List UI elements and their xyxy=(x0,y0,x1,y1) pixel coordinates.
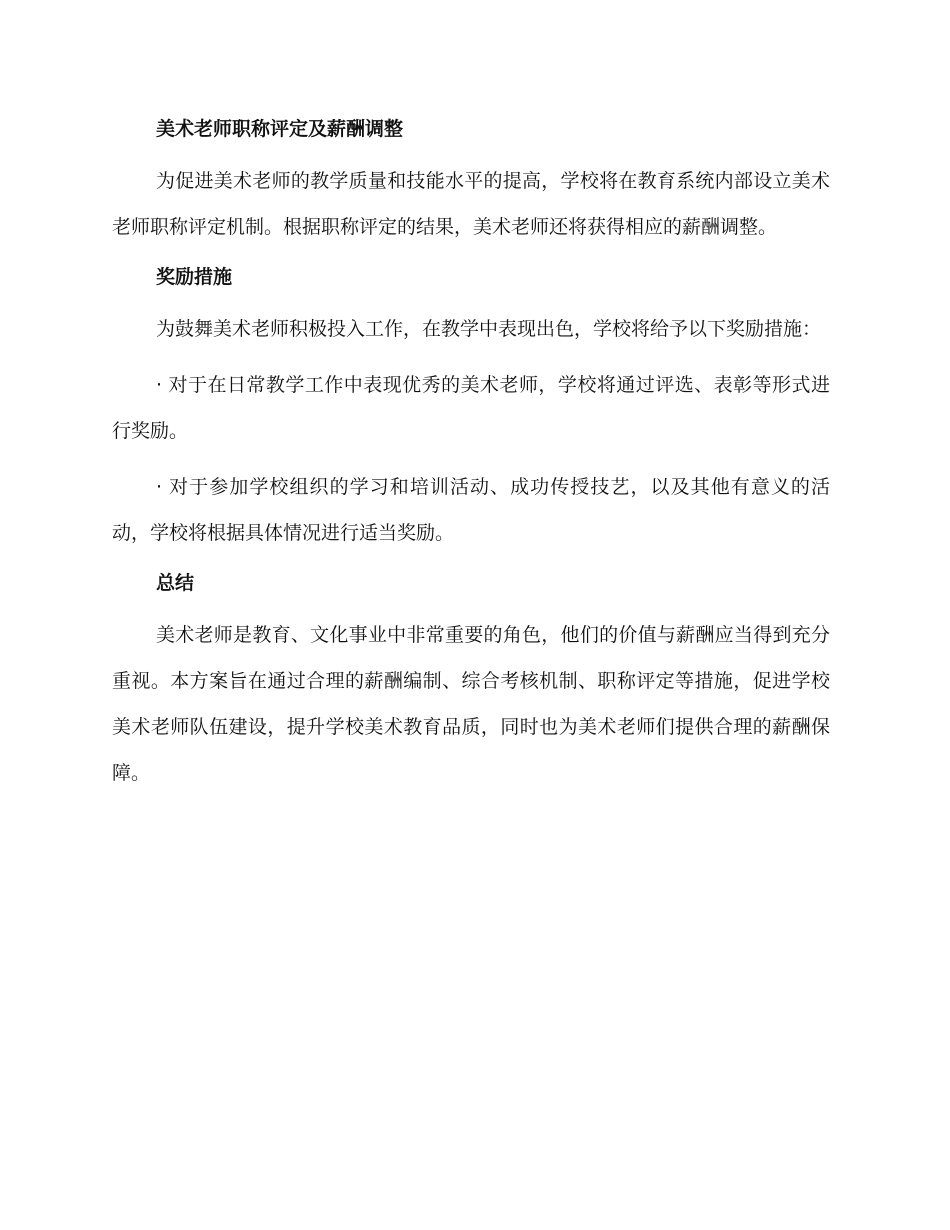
paragraph-evaluation: 为促进美术老师的教学质量和技能水平的提高，学校将在教育系统内部设立美术老师职称评定机制。根据职称评定的结果，美术老师还将获得相应的薪酬调整。 xyxy=(112,170,830,238)
bullet-item-training-activities: · 对于参加学校组织的学习和培训活动、成功传授技艺，以及其他有意义的活动，学校将根据具体情况进行适当奖励。 xyxy=(112,476,830,544)
section-heading-title-evaluation: 美术老师职称评定及薪酬调整 xyxy=(156,118,404,140)
bullet-item-daily-teaching: · 对于在日常教学工作中表现优秀的美术老师，学校将通过评选、表彰等形式进行奖励。 xyxy=(112,374,830,442)
section-heading-rewards: 奖励措施 xyxy=(156,266,233,288)
section-heading-summary: 总结 xyxy=(156,572,195,594)
document-page xyxy=(112,112,830,796)
paragraph-rewards-intro: 为鼓舞美术老师积极投入工作，在教学中表现出色，学校将给予以下奖励措施： xyxy=(156,318,822,340)
paragraph-summary: 美术老师是教育、文化事业中非常重要的角色，他们的价值与薪酬应当得到充分重视。本方案旨在通过合理的薪酬编制、综合考核机制、职称评定等措施，促进学校美术老师队伍建设，提升学校美术教育品质，同时也为美术老师们提供合理的薪酬保障。 xyxy=(112,624,830,784)
